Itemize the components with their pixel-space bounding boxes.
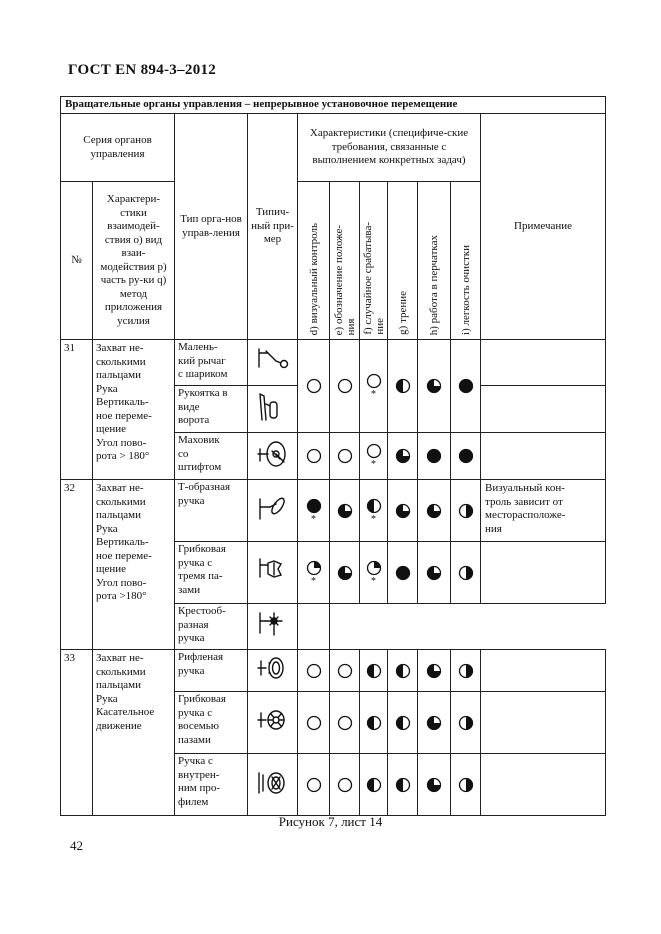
rating-quarter-empty	[418, 542, 451, 604]
rating-quarter-empty	[418, 480, 451, 542]
table-row	[61, 340, 606, 386]
interaction-description: Захват не- сколькими пальцами Рука Вертикаль- ное переме- щение Угол пово- рота >180°	[93, 480, 175, 650]
asterisk-mark: *	[371, 575, 376, 587]
row-number: 32	[61, 480, 93, 650]
rating-half-right	[451, 754, 481, 816]
rating-quarter-empty	[418, 340, 451, 433]
interaction-description: Захват не- сколькими пальцами Рука Вертикаль- ное переме- щение Угол пово- рота > 180°	[93, 340, 175, 480]
rating-empty	[330, 692, 360, 754]
row-number: 31	[61, 340, 93, 480]
rating-quarter-empty	[418, 692, 451, 754]
rating-full	[451, 433, 481, 480]
row-note	[481, 692, 606, 754]
row-note	[481, 340, 606, 386]
table-row	[61, 650, 606, 692]
rating-half-left	[388, 340, 418, 433]
criterion-header-3: g) трение	[388, 182, 418, 340]
control-type: Рифленая ручка	[175, 650, 248, 692]
table-row	[61, 480, 606, 542]
control-type: Малень- кий рычаг с шариком	[175, 340, 248, 386]
lever-ball-icon	[248, 340, 298, 386]
row-note	[481, 542, 606, 604]
row-note	[481, 433, 606, 480]
criterion-header-0: d) визуальный контроль	[298, 182, 330, 340]
figure-caption: Рисунок 7, лист 14	[278, 814, 383, 829]
criterion-header-5: i) легкость очистки	[451, 182, 481, 340]
row-note	[481, 754, 606, 816]
rating-quarter-empty	[330, 480, 360, 542]
type-header: Тип орга-нов управ-ления	[175, 114, 248, 340]
inner-profile-knob-icon	[248, 754, 298, 816]
rating-half-left	[388, 650, 418, 692]
rating-half-right	[451, 542, 481, 604]
row-number: 33	[61, 650, 93, 816]
rating-full	[451, 340, 481, 433]
characteristics-header: Характеристики (специфиче-ские требования, связанные с выполнением конкретных задач)	[298, 114, 481, 182]
control-type: Грибковая ручка с восемью пазами	[175, 692, 248, 754]
t-handle-icon	[248, 480, 298, 542]
rating-empty	[298, 650, 330, 692]
criterion-header-1: e) обозначение положе- ния	[330, 182, 360, 340]
rating-empty	[298, 340, 330, 433]
document-title: ГОСТ EN 894-3–2012	[68, 62, 217, 78]
rating-half-right	[451, 692, 481, 754]
control-type: Ручка с внутрен- ним про- филем	[175, 754, 248, 816]
rating-half-left	[388, 692, 418, 754]
asterisk-mark: *	[311, 575, 316, 587]
rating-quarter-empty	[418, 650, 451, 692]
rating-empty	[298, 754, 330, 816]
rating-empty	[330, 340, 360, 433]
rating-half-left	[360, 754, 388, 816]
rating-quarter-filled	[298, 542, 330, 604]
rating-half-right	[451, 480, 481, 542]
interaction-description: Захват не- сколькими пальцами Рука Касательное движение	[93, 650, 175, 816]
rating-quarter-empty	[418, 754, 451, 816]
table-band-title: Вращательные органы управления – непрерывное установочное перемещение	[61, 97, 606, 114]
rating-empty	[360, 340, 388, 433]
knurled-knob-icon	[248, 650, 298, 692]
rating-empty	[330, 650, 360, 692]
asterisk-mark: *	[311, 513, 316, 525]
rating-half-left	[360, 692, 388, 754]
rating-half-left	[360, 480, 388, 542]
rating-full	[418, 433, 451, 480]
row-note	[481, 650, 606, 692]
control-type: Маховик со штифтом	[175, 433, 248, 480]
rating-half-left	[388, 754, 418, 816]
mushroom-knob-8-icon	[248, 692, 298, 754]
rating-quarter-empty	[388, 433, 418, 480]
row-note: Визуальный кон- троль зависит от месторасположе- ния	[481, 480, 606, 542]
rating-empty	[330, 433, 360, 480]
rating-quarter-empty	[330, 542, 360, 604]
rating-quarter-filled	[360, 542, 388, 604]
controls-table	[60, 96, 606, 816]
wheel-handle-icon	[248, 386, 298, 433]
rating-half-right	[451, 650, 481, 692]
criterion-header-4: h) работа в перчатках	[418, 182, 451, 340]
asterisk-mark: *	[371, 459, 376, 470]
rating-half-left	[360, 650, 388, 692]
handwheel-pin-icon	[248, 433, 298, 480]
rating-quarter-empty	[388, 480, 418, 542]
example-header: Типич-ный при-мер	[248, 114, 298, 340]
series-header: Серия органов управления	[61, 114, 175, 182]
num-header: №	[61, 182, 93, 340]
rating-full	[388, 542, 418, 604]
rating-empty	[298, 433, 330, 480]
row-note	[298, 604, 330, 650]
mushroom-knob-3-icon	[248, 542, 298, 604]
rating-full	[298, 480, 330, 542]
rating-empty	[330, 754, 360, 816]
control-type: Т-образная ручка	[175, 480, 248, 542]
criterion-header-2: f) случайное срабатыва- ние	[360, 182, 388, 340]
asterisk-mark: *	[371, 513, 376, 525]
page-number: 42	[70, 838, 83, 853]
asterisk-mark: *	[371, 389, 376, 400]
cross-handle-icon	[248, 604, 298, 650]
rating-empty	[298, 692, 330, 754]
control-type: Грибковая ручка с тремя па- зами	[175, 542, 248, 604]
note-header: Примечание	[481, 114, 606, 340]
control-type: Рукоятка в виде ворота	[175, 386, 248, 433]
row-note	[481, 386, 606, 433]
action-header: Характери-стики взаимодей-ствия о) вид взаи-модействия р) часть ру-ки q) метод приложения усилия	[93, 182, 175, 340]
control-type: Крестооб- разная ручка	[175, 604, 248, 650]
rating-empty	[360, 433, 388, 480]
